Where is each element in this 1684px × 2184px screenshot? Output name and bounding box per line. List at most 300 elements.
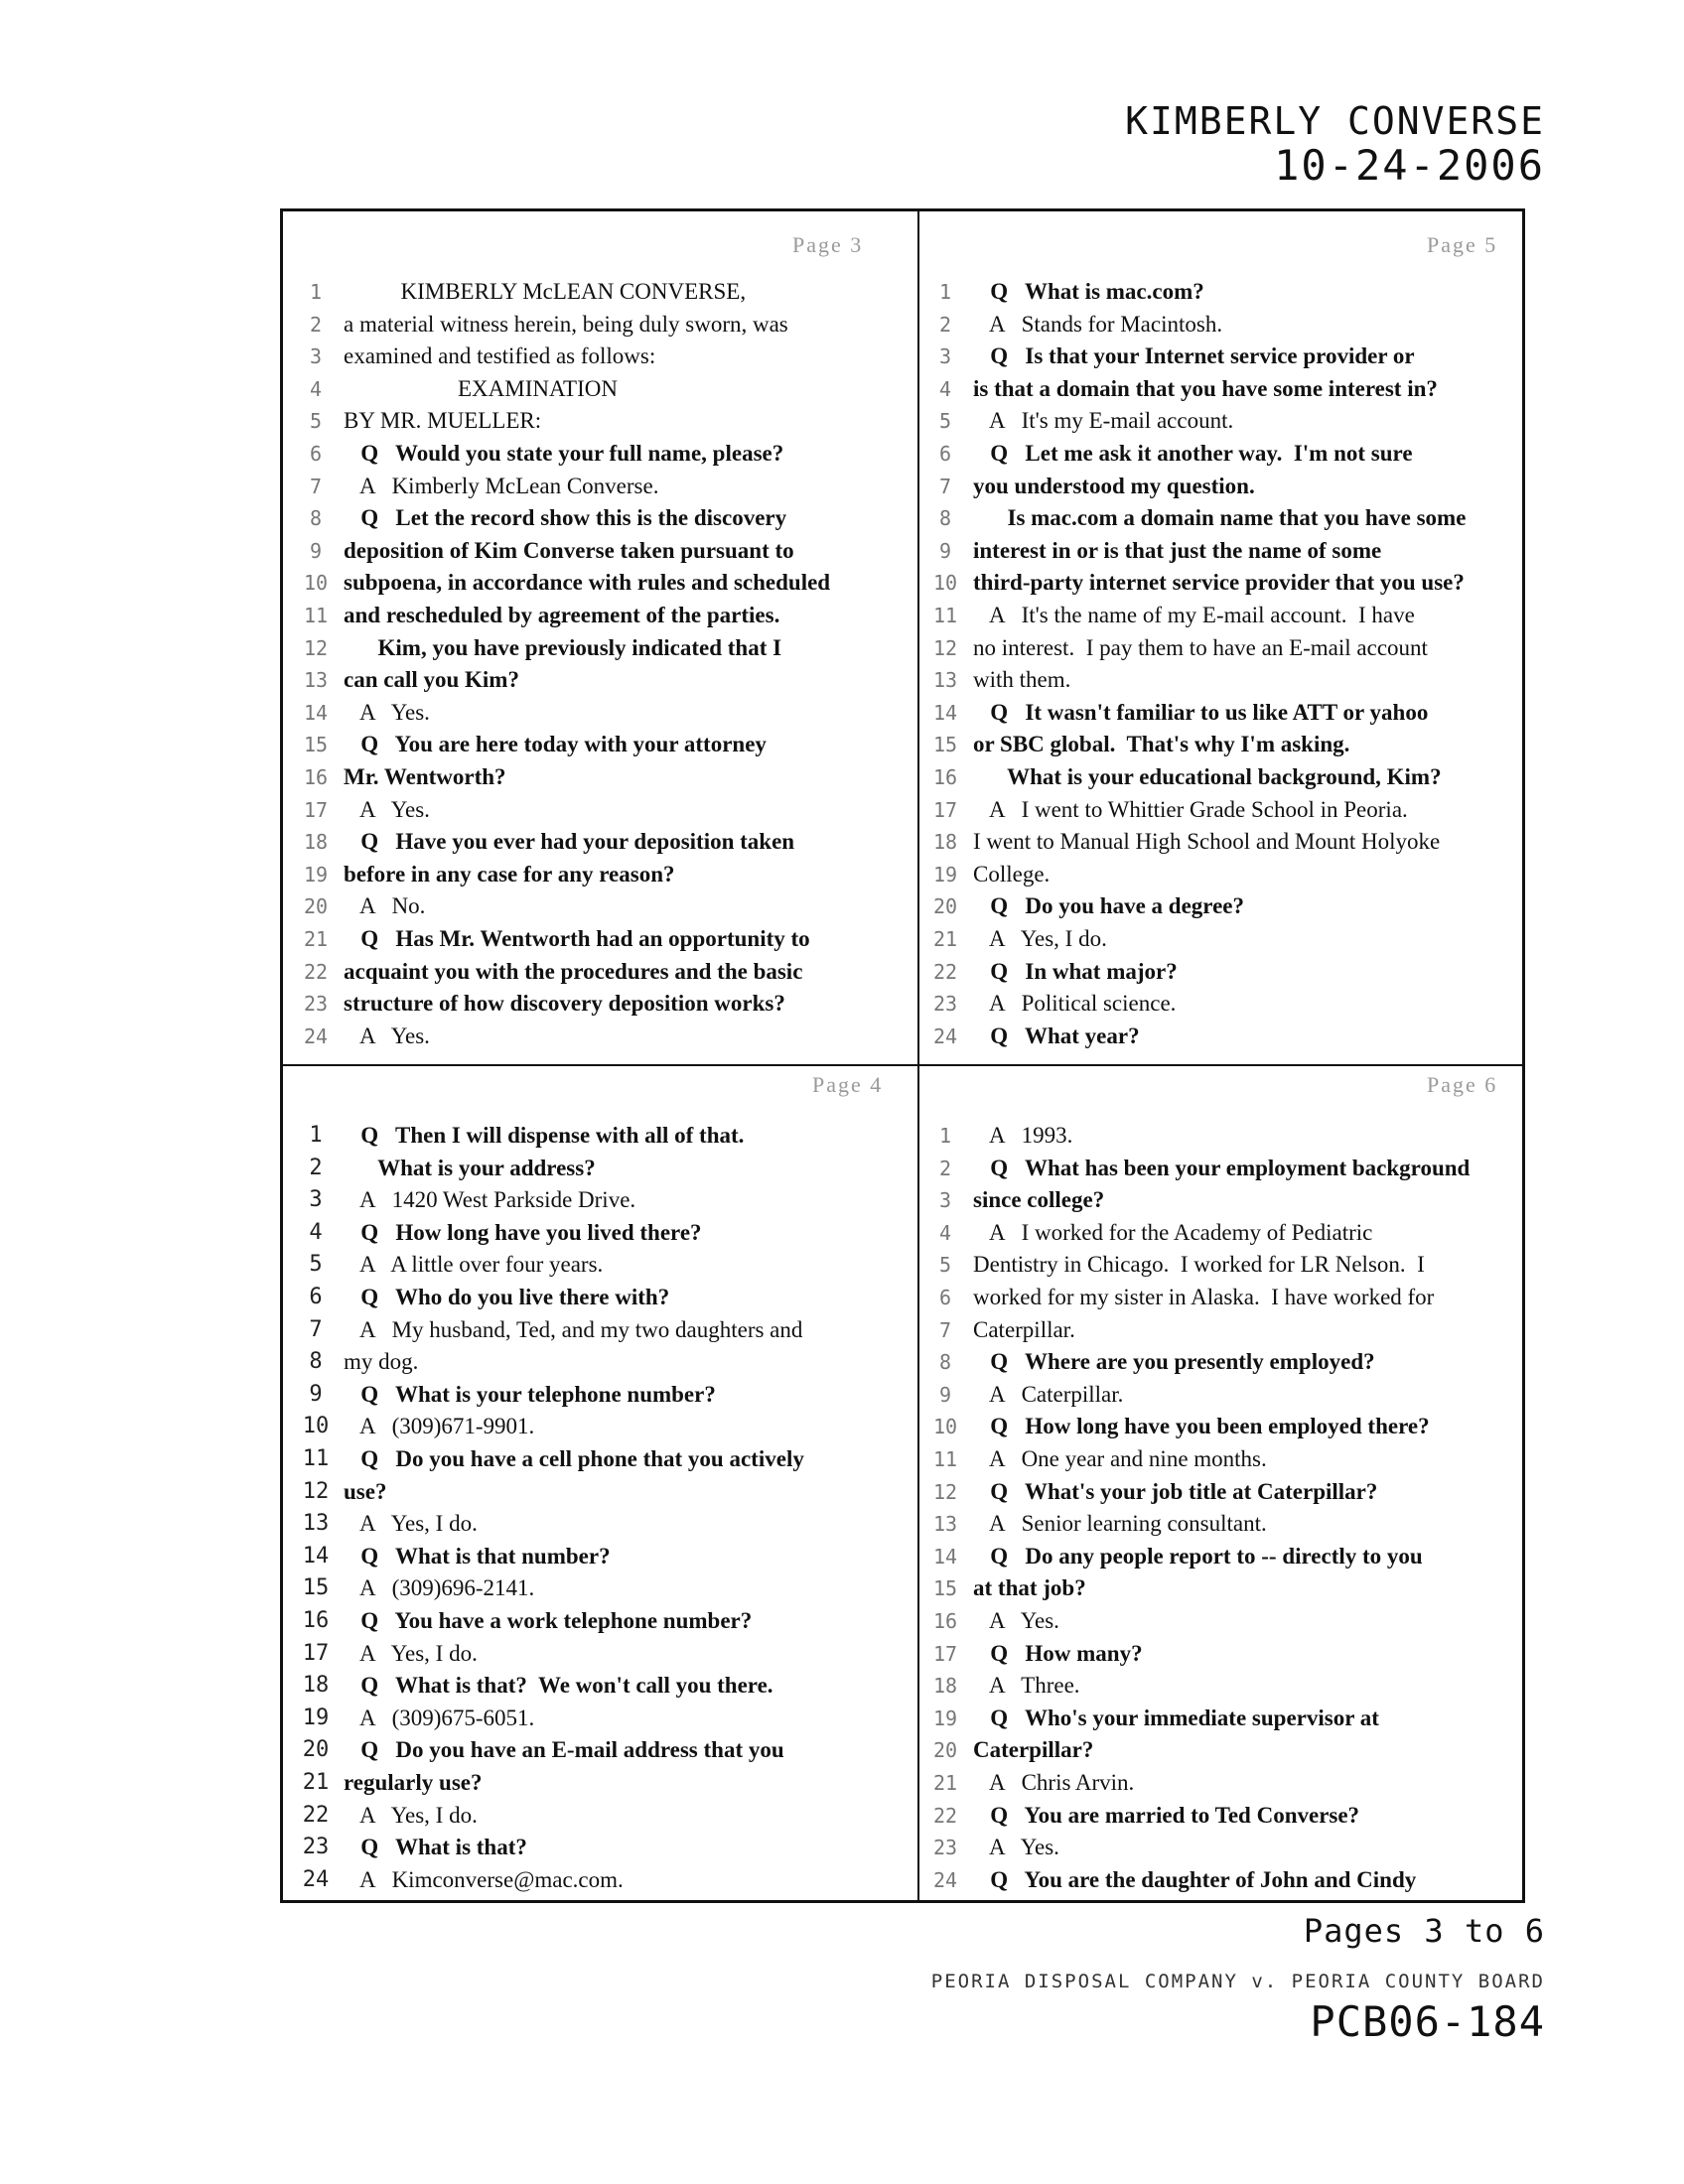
line-number: 21 bbox=[303, 927, 329, 951]
witness-name-header: KIMBERLY CONVERSE bbox=[1125, 99, 1545, 143]
line-number: 24 bbox=[302, 1866, 330, 1892]
question-text: Q Is that your Internet service provider or bbox=[973, 343, 1415, 369]
transcript-line bbox=[925, 956, 1521, 988]
page-number-label: Page 6 bbox=[1427, 1072, 1498, 1097]
line-number: 19 bbox=[303, 862, 329, 887]
transcript-line bbox=[296, 794, 912, 826]
transcript-line bbox=[925, 1541, 1521, 1572]
question-text: third-party internet service provider that you use? bbox=[973, 570, 1465, 596]
transcript-line bbox=[925, 471, 1521, 502]
transcript-line bbox=[296, 438, 912, 470]
question-text: Q What is that number? bbox=[344, 1543, 611, 1569]
line-number: 12 bbox=[303, 635, 329, 660]
line-number: 16 bbox=[932, 1609, 958, 1633]
line-number: 16 bbox=[303, 765, 329, 789]
line-number: 21 bbox=[932, 1771, 958, 1795]
question-text: Q You are married to Ted Converse? bbox=[973, 1802, 1360, 1828]
line-number: 1 bbox=[938, 280, 952, 304]
line-number: 1 bbox=[309, 1123, 323, 1148]
line-number: 4 bbox=[938, 1220, 952, 1245]
transcript-line bbox=[296, 276, 912, 308]
transcript-line bbox=[296, 1541, 912, 1572]
line-number: 13 bbox=[302, 1511, 330, 1537]
transcript-line bbox=[296, 1864, 912, 1896]
line-number: 8 bbox=[938, 1350, 952, 1375]
line-number: 22 bbox=[932, 1803, 958, 1828]
line-number: 11 bbox=[303, 604, 329, 627]
line-number: 23 bbox=[932, 992, 958, 1017]
line-number: 18 bbox=[303, 830, 329, 855]
question-text: acquaint you with the procedures and the basic bbox=[344, 958, 803, 984]
answer-text: A Stands for Macintosh. bbox=[973, 311, 1223, 337]
transcript-page-4 bbox=[296, 1068, 912, 1902]
line-number: 3 bbox=[938, 344, 952, 369]
question-text: Q You are here today with your attorney bbox=[344, 732, 767, 757]
transcript-line bbox=[925, 502, 1521, 534]
line-number: 7 bbox=[309, 474, 323, 498]
line-number: 17 bbox=[932, 797, 958, 822]
line-number: 15 bbox=[302, 1575, 330, 1601]
transcript-line bbox=[925, 1605, 1521, 1637]
answer-text: A Yes, I do. bbox=[344, 1640, 478, 1666]
line-number: 2 bbox=[938, 312, 952, 337]
line-number: 23 bbox=[932, 1836, 958, 1860]
transcript-line bbox=[925, 632, 1521, 664]
transcript-line bbox=[296, 664, 912, 696]
line-number: 11 bbox=[932, 1447, 958, 1471]
line-number: 15 bbox=[932, 1576, 958, 1601]
question-text: Q How long have you been employed there? bbox=[973, 1414, 1430, 1439]
line-number: 13 bbox=[932, 668, 958, 693]
transcript-line bbox=[296, 1832, 912, 1863]
line-number: 1 bbox=[938, 1124, 952, 1148]
transcript-line bbox=[296, 1767, 912, 1799]
transcript-line bbox=[925, 1572, 1521, 1604]
answer-text: a material witness herein, being duly sworn, was bbox=[344, 311, 788, 337]
transcript-line bbox=[925, 535, 1521, 567]
question-text: Q In what major? bbox=[973, 958, 1178, 984]
question-text: or SBC global. That's why I'm asking. bbox=[973, 732, 1350, 757]
line-number: 1 bbox=[309, 280, 323, 304]
answer-text: Caterpillar. bbox=[973, 1316, 1075, 1342]
answer-text: A Three. bbox=[973, 1673, 1080, 1699]
transcript-line bbox=[925, 923, 1521, 955]
question-text: Q Do you have a degree? bbox=[973, 893, 1245, 919]
line-number: 2 bbox=[309, 1155, 323, 1180]
transcript-line bbox=[925, 276, 1521, 308]
page-number-label: Page 4 bbox=[812, 1072, 884, 1097]
line-number: 14 bbox=[303, 700, 329, 725]
answer-text: my dog. bbox=[344, 1349, 419, 1375]
line-number: 22 bbox=[303, 959, 329, 984]
line-number: 22 bbox=[932, 959, 958, 984]
line-number: 19 bbox=[932, 862, 958, 887]
question-text: Q It wasn't familiar to us like ATT or yahoo bbox=[973, 699, 1429, 725]
question-text: Q Would you state your full name, please? bbox=[344, 441, 784, 466]
line-number: 23 bbox=[303, 992, 329, 1017]
line-number: 9 bbox=[938, 538, 952, 563]
transcript-line bbox=[296, 1120, 912, 1152]
line-number: 21 bbox=[302, 1770, 330, 1795]
question-text: What is your educational background, Kim? bbox=[973, 764, 1442, 789]
transcript-line bbox=[925, 1411, 1521, 1442]
line-number: 10 bbox=[932, 571, 958, 596]
transcript-line bbox=[925, 1379, 1521, 1411]
answer-text: A Chris Arvin. bbox=[973, 1770, 1135, 1795]
answer-text: A Yes. bbox=[973, 1608, 1059, 1633]
transcript-line bbox=[925, 1249, 1521, 1281]
line-number: 16 bbox=[302, 1608, 330, 1633]
question-text: Q Who do you live there with? bbox=[344, 1285, 670, 1309]
transcript-line bbox=[296, 1605, 912, 1637]
answer-text: no interest. I pay them to have an E-mail account bbox=[973, 634, 1428, 660]
answer-text: A Kimberly McLean Converse. bbox=[344, 473, 659, 498]
transcript-line bbox=[925, 859, 1521, 890]
transcript-line bbox=[925, 1638, 1521, 1670]
line-number: 8 bbox=[938, 506, 952, 531]
line-number: 20 bbox=[932, 1738, 958, 1763]
line-number: 20 bbox=[302, 1737, 330, 1763]
transcript-line bbox=[296, 729, 912, 760]
transcript-line bbox=[296, 502, 912, 534]
question-text: Q Do any people report to -- directly to you bbox=[973, 1543, 1423, 1569]
transcript-line bbox=[925, 697, 1521, 729]
transcript-line bbox=[925, 1443, 1521, 1475]
line-number: 13 bbox=[303, 668, 329, 693]
line-number: 11 bbox=[302, 1446, 330, 1471]
transcript-line bbox=[925, 1021, 1521, 1052]
line-number: 12 bbox=[932, 635, 958, 660]
transcript-line bbox=[296, 1346, 912, 1378]
transcript-line bbox=[925, 729, 1521, 760]
answer-text: A I worked for the Academy of Pediatric bbox=[973, 1219, 1373, 1245]
question-text: Q What's your job title at Caterpillar? bbox=[973, 1478, 1378, 1504]
answer-text: worked for my sister in Alaska. I have worked for bbox=[973, 1285, 1435, 1309]
answer-text: examined and testified as follows: bbox=[344, 343, 656, 369]
line-number: 24 bbox=[932, 1024, 958, 1048]
line-number: 2 bbox=[309, 312, 323, 337]
pages-range: Pages 3 to 6 bbox=[1303, 1912, 1545, 1950]
transcript-line bbox=[925, 1800, 1521, 1832]
transcript-line bbox=[925, 1120, 1521, 1152]
transcript-page-6 bbox=[925, 1068, 1521, 1902]
transcript-line bbox=[296, 632, 912, 664]
answer-text: A My husband, Ted, and my two daughters and bbox=[344, 1316, 803, 1342]
answer-text: A (309)696-2141. bbox=[344, 1575, 535, 1601]
question-text: Caterpillar? bbox=[973, 1737, 1094, 1763]
transcript-line bbox=[925, 405, 1521, 437]
line-number: 10 bbox=[302, 1414, 330, 1439]
case-name: PEORIA DISPOSAL COMPANY v. PEORIA COUNTY BOARD bbox=[930, 1971, 1545, 1992]
transcript-line bbox=[925, 309, 1521, 341]
question-text: Q What year? bbox=[973, 1023, 1140, 1048]
question-text: Q How many? bbox=[973, 1640, 1143, 1666]
transcript-line bbox=[296, 1572, 912, 1604]
question-text: before in any case for any reason? bbox=[344, 861, 675, 887]
answer-text: A Yes. bbox=[344, 796, 430, 822]
answer-text: with them. bbox=[973, 667, 1071, 693]
answer-text: A Senior learning consultant. bbox=[973, 1511, 1267, 1537]
answer-text: A Yes. bbox=[344, 699, 430, 725]
line-number: 7 bbox=[938, 1317, 952, 1342]
transcript-line bbox=[296, 1021, 912, 1052]
line-number: 8 bbox=[309, 1349, 323, 1375]
answer-text: A 1420 West Parkside Drive. bbox=[344, 1187, 636, 1213]
question-text: Q Do you have an E-mail address that you bbox=[344, 1737, 784, 1763]
answer-text: A Political science. bbox=[973, 991, 1177, 1017]
transcript-line bbox=[925, 1508, 1521, 1540]
transcript-line bbox=[925, 1153, 1521, 1184]
question-text: is that a domain that you have some interest in? bbox=[973, 375, 1438, 401]
question-text: interest in or is that just the name of some bbox=[973, 537, 1382, 563]
answer-text: A No. bbox=[344, 893, 426, 919]
transcript-line bbox=[925, 664, 1521, 696]
transcript-line bbox=[296, 1670, 912, 1702]
deposition-date-header: 10-24-2006 bbox=[1274, 141, 1545, 190]
question-text: you understood my question. bbox=[973, 473, 1255, 498]
transcript-line bbox=[925, 373, 1521, 405]
transcript-line bbox=[296, 1703, 912, 1734]
transcript-line bbox=[925, 1282, 1521, 1313]
line-number: 15 bbox=[303, 733, 329, 757]
transcript-line bbox=[925, 1217, 1521, 1249]
line-number: 5 bbox=[938, 1253, 952, 1278]
question-text: at that job? bbox=[973, 1575, 1086, 1601]
page-number-label: Page 3 bbox=[792, 232, 864, 257]
line-number: 2 bbox=[938, 1156, 952, 1180]
transcript-line bbox=[925, 761, 1521, 793]
transcript-line bbox=[296, 1508, 912, 1540]
transcript-line bbox=[925, 1864, 1521, 1896]
answer-text: A Yes. bbox=[973, 1835, 1059, 1860]
transcript-page-3 bbox=[296, 228, 912, 1062]
answer-text: Dentistry in Chicago. I worked for LR Nelson. I bbox=[973, 1252, 1425, 1278]
transcript-line bbox=[296, 373, 912, 405]
line-number: 14 bbox=[932, 700, 958, 725]
transcript-line bbox=[296, 988, 912, 1020]
line-number: 3 bbox=[309, 1187, 323, 1213]
line-number: 7 bbox=[938, 474, 952, 498]
question-text: Q What is your telephone number? bbox=[344, 1381, 716, 1407]
transcript-line bbox=[296, 1443, 912, 1475]
question-text: deposition of Kim Converse taken pursuant to bbox=[344, 537, 794, 563]
line-number: 21 bbox=[932, 927, 958, 951]
line-number: 19 bbox=[302, 1705, 330, 1730]
line-number: 9 bbox=[309, 538, 323, 563]
question-text: Q You are the daughter of John and Cindy bbox=[973, 1866, 1417, 1892]
question-text: Kim, you have previously indicated that I bbox=[344, 634, 782, 660]
line-number: 18 bbox=[932, 1674, 958, 1699]
transcript-line bbox=[296, 567, 912, 599]
line-number: 12 bbox=[932, 1479, 958, 1504]
question-text: Q Have you ever had your deposition taken bbox=[344, 829, 795, 855]
transcript-line bbox=[296, 341, 912, 372]
line-number: 3 bbox=[938, 1188, 952, 1213]
answer-text: A It's the name of my E-mail account. I have bbox=[973, 603, 1415, 627]
transcript-line bbox=[925, 1314, 1521, 1346]
transcript-line bbox=[925, 826, 1521, 858]
question-text: since college? bbox=[973, 1187, 1105, 1213]
transcript-line bbox=[925, 341, 1521, 372]
line-number: 9 bbox=[938, 1382, 952, 1407]
question-text: Q Let me ask it another way. I'm not sure bbox=[973, 441, 1413, 466]
line-number: 17 bbox=[303, 797, 329, 822]
question-text: Is mac.com a domain name that you have some bbox=[973, 505, 1467, 531]
transcript-line bbox=[296, 761, 912, 793]
answer-text: A 1993. bbox=[973, 1123, 1073, 1148]
transcript-line bbox=[296, 1217, 912, 1249]
answer-text: BY MR. MUELLER: bbox=[344, 408, 542, 434]
line-number: 5 bbox=[938, 409, 952, 434]
transcript-line bbox=[925, 1184, 1521, 1216]
question-text: Q What has been your employment background bbox=[973, 1155, 1471, 1180]
line-number: 6 bbox=[938, 1286, 952, 1309]
question-text: Q What is mac.com? bbox=[973, 279, 1204, 304]
line-number: 6 bbox=[938, 442, 952, 466]
line-number: 20 bbox=[932, 894, 958, 919]
answer-text: A Yes, I do. bbox=[973, 926, 1107, 951]
transcript-line bbox=[925, 1767, 1521, 1799]
transcript-line bbox=[296, 826, 912, 858]
question-text: Q Then I will dispense with all of that. bbox=[344, 1123, 745, 1148]
transcript-line bbox=[296, 1800, 912, 1832]
line-number: 16 bbox=[932, 765, 958, 789]
answer-text: A (309)675-6051. bbox=[344, 1705, 535, 1730]
transcript-line bbox=[925, 794, 1521, 826]
transcript-line bbox=[296, 471, 912, 502]
transcript-line bbox=[296, 923, 912, 955]
line-number: 14 bbox=[932, 1544, 958, 1569]
line-number: 17 bbox=[932, 1641, 958, 1666]
answer-text: A Caterpillar. bbox=[973, 1381, 1124, 1407]
answer-text: A I went to Whittier Grade School in Peoria. bbox=[973, 796, 1408, 822]
line-number: 5 bbox=[309, 409, 323, 434]
line-number: 9 bbox=[309, 1381, 323, 1407]
question-text: structure of how discovery deposition works? bbox=[344, 991, 785, 1017]
row-divider bbox=[283, 1064, 1522, 1066]
transcript-line bbox=[925, 567, 1521, 599]
question-text: Q Has Mr. Wentworth had an opportunity to bbox=[344, 926, 810, 951]
line-number: 15 bbox=[932, 733, 958, 757]
transcript-page-5 bbox=[925, 228, 1521, 1062]
line-number: 12 bbox=[302, 1478, 330, 1504]
transcript-line bbox=[296, 956, 912, 988]
question-text: subpoena, in accordance with rules and scheduled bbox=[344, 570, 831, 596]
question-text: use? bbox=[344, 1478, 387, 1504]
transcript-line bbox=[296, 697, 912, 729]
transcript-line bbox=[925, 1670, 1521, 1702]
question-text: Q What is that? We won't call you there. bbox=[344, 1673, 773, 1699]
transcript-line bbox=[296, 1153, 912, 1184]
transcript-line bbox=[925, 1346, 1521, 1378]
question-text: Q Who's your immediate supervisor at bbox=[973, 1705, 1379, 1730]
answer-text: A Yes. bbox=[344, 1023, 430, 1048]
answer-text: KIMBERLY McLEAN CONVERSE, bbox=[344, 279, 747, 304]
line-number: 17 bbox=[302, 1640, 330, 1666]
transcript-line bbox=[296, 859, 912, 890]
transcript-line bbox=[925, 438, 1521, 470]
transcript-line bbox=[925, 1703, 1521, 1734]
transcript-line bbox=[296, 405, 912, 437]
line-number: 6 bbox=[309, 1285, 323, 1309]
transcript-line bbox=[296, 1638, 912, 1670]
transcript-line bbox=[925, 890, 1521, 922]
transcript-line bbox=[296, 1184, 912, 1216]
line-number: 5 bbox=[309, 1252, 323, 1278]
question-text: Q Do you have a cell phone that you actively bbox=[344, 1446, 804, 1471]
answer-text: A Kimconverse@mac.com. bbox=[344, 1866, 624, 1892]
line-number: 13 bbox=[932, 1512, 958, 1537]
transcript-line bbox=[296, 600, 912, 631]
transcript-line bbox=[296, 1476, 912, 1508]
answer-text: A One year and nine months. bbox=[973, 1446, 1267, 1471]
question-text: Q How long have you lived there? bbox=[344, 1219, 702, 1245]
question-text: Q You have a work telephone number? bbox=[344, 1608, 753, 1633]
transcript-line bbox=[925, 1476, 1521, 1508]
question-text: and rescheduled by agreement of the parties. bbox=[344, 603, 780, 627]
line-number: 7 bbox=[309, 1316, 323, 1342]
line-number: 4 bbox=[309, 1219, 323, 1245]
transcript-line bbox=[925, 1734, 1521, 1766]
line-number: 23 bbox=[302, 1835, 330, 1860]
question-text: can call you Kim? bbox=[344, 667, 519, 693]
answer-text: EXAMINATION bbox=[344, 375, 618, 401]
line-number: 3 bbox=[309, 344, 323, 369]
question-text: Q What is that? bbox=[344, 1835, 527, 1860]
line-number: 18 bbox=[932, 830, 958, 855]
transcript-line bbox=[296, 1379, 912, 1411]
line-number: 14 bbox=[302, 1543, 330, 1569]
transcript-line bbox=[296, 1734, 912, 1766]
line-number: 18 bbox=[302, 1673, 330, 1699]
answer-text: A It's my E-mail account. bbox=[973, 408, 1234, 434]
answer-text: A (309)671-9901. bbox=[344, 1414, 535, 1439]
transcript-line bbox=[925, 1832, 1521, 1863]
transcript-line bbox=[296, 309, 912, 341]
question-text: regularly use? bbox=[344, 1770, 483, 1795]
line-number: 10 bbox=[932, 1415, 958, 1439]
transcript-line bbox=[925, 600, 1521, 631]
case-number: PCB06-184 bbox=[1310, 1997, 1545, 2046]
transcript-line bbox=[925, 988, 1521, 1020]
answer-text: A Yes, I do. bbox=[344, 1511, 478, 1537]
line-number: 6 bbox=[309, 442, 323, 466]
line-number: 19 bbox=[932, 1706, 958, 1730]
answer-text: I went to Manual High School and Mount Holyoke bbox=[973, 829, 1441, 855]
line-number: 4 bbox=[938, 376, 952, 401]
question-text: Q Let the record show this is the discovery bbox=[344, 505, 787, 531]
question-text: Q Where are you presently employed? bbox=[973, 1349, 1375, 1375]
line-number: 10 bbox=[303, 571, 329, 596]
transcript-line bbox=[296, 535, 912, 567]
transcript-line bbox=[296, 1411, 912, 1442]
line-number: 4 bbox=[309, 376, 323, 401]
answer-text: A A little over four years. bbox=[344, 1252, 604, 1278]
question-text: Mr. Wentworth? bbox=[344, 764, 506, 789]
answer-text: A Yes, I do. bbox=[344, 1802, 478, 1828]
answer-text: College. bbox=[973, 861, 1051, 887]
page-number-label: Page 5 bbox=[1427, 232, 1498, 257]
transcript-line bbox=[296, 890, 912, 922]
transcript-line bbox=[296, 1314, 912, 1346]
line-number: 11 bbox=[932, 604, 958, 627]
line-number: 24 bbox=[303, 1024, 329, 1048]
transcript-line bbox=[296, 1249, 912, 1281]
question-text: What is your address? bbox=[344, 1155, 596, 1180]
line-number: 22 bbox=[302, 1802, 330, 1828]
line-number: 8 bbox=[309, 506, 323, 531]
transcript-line bbox=[296, 1282, 912, 1313]
